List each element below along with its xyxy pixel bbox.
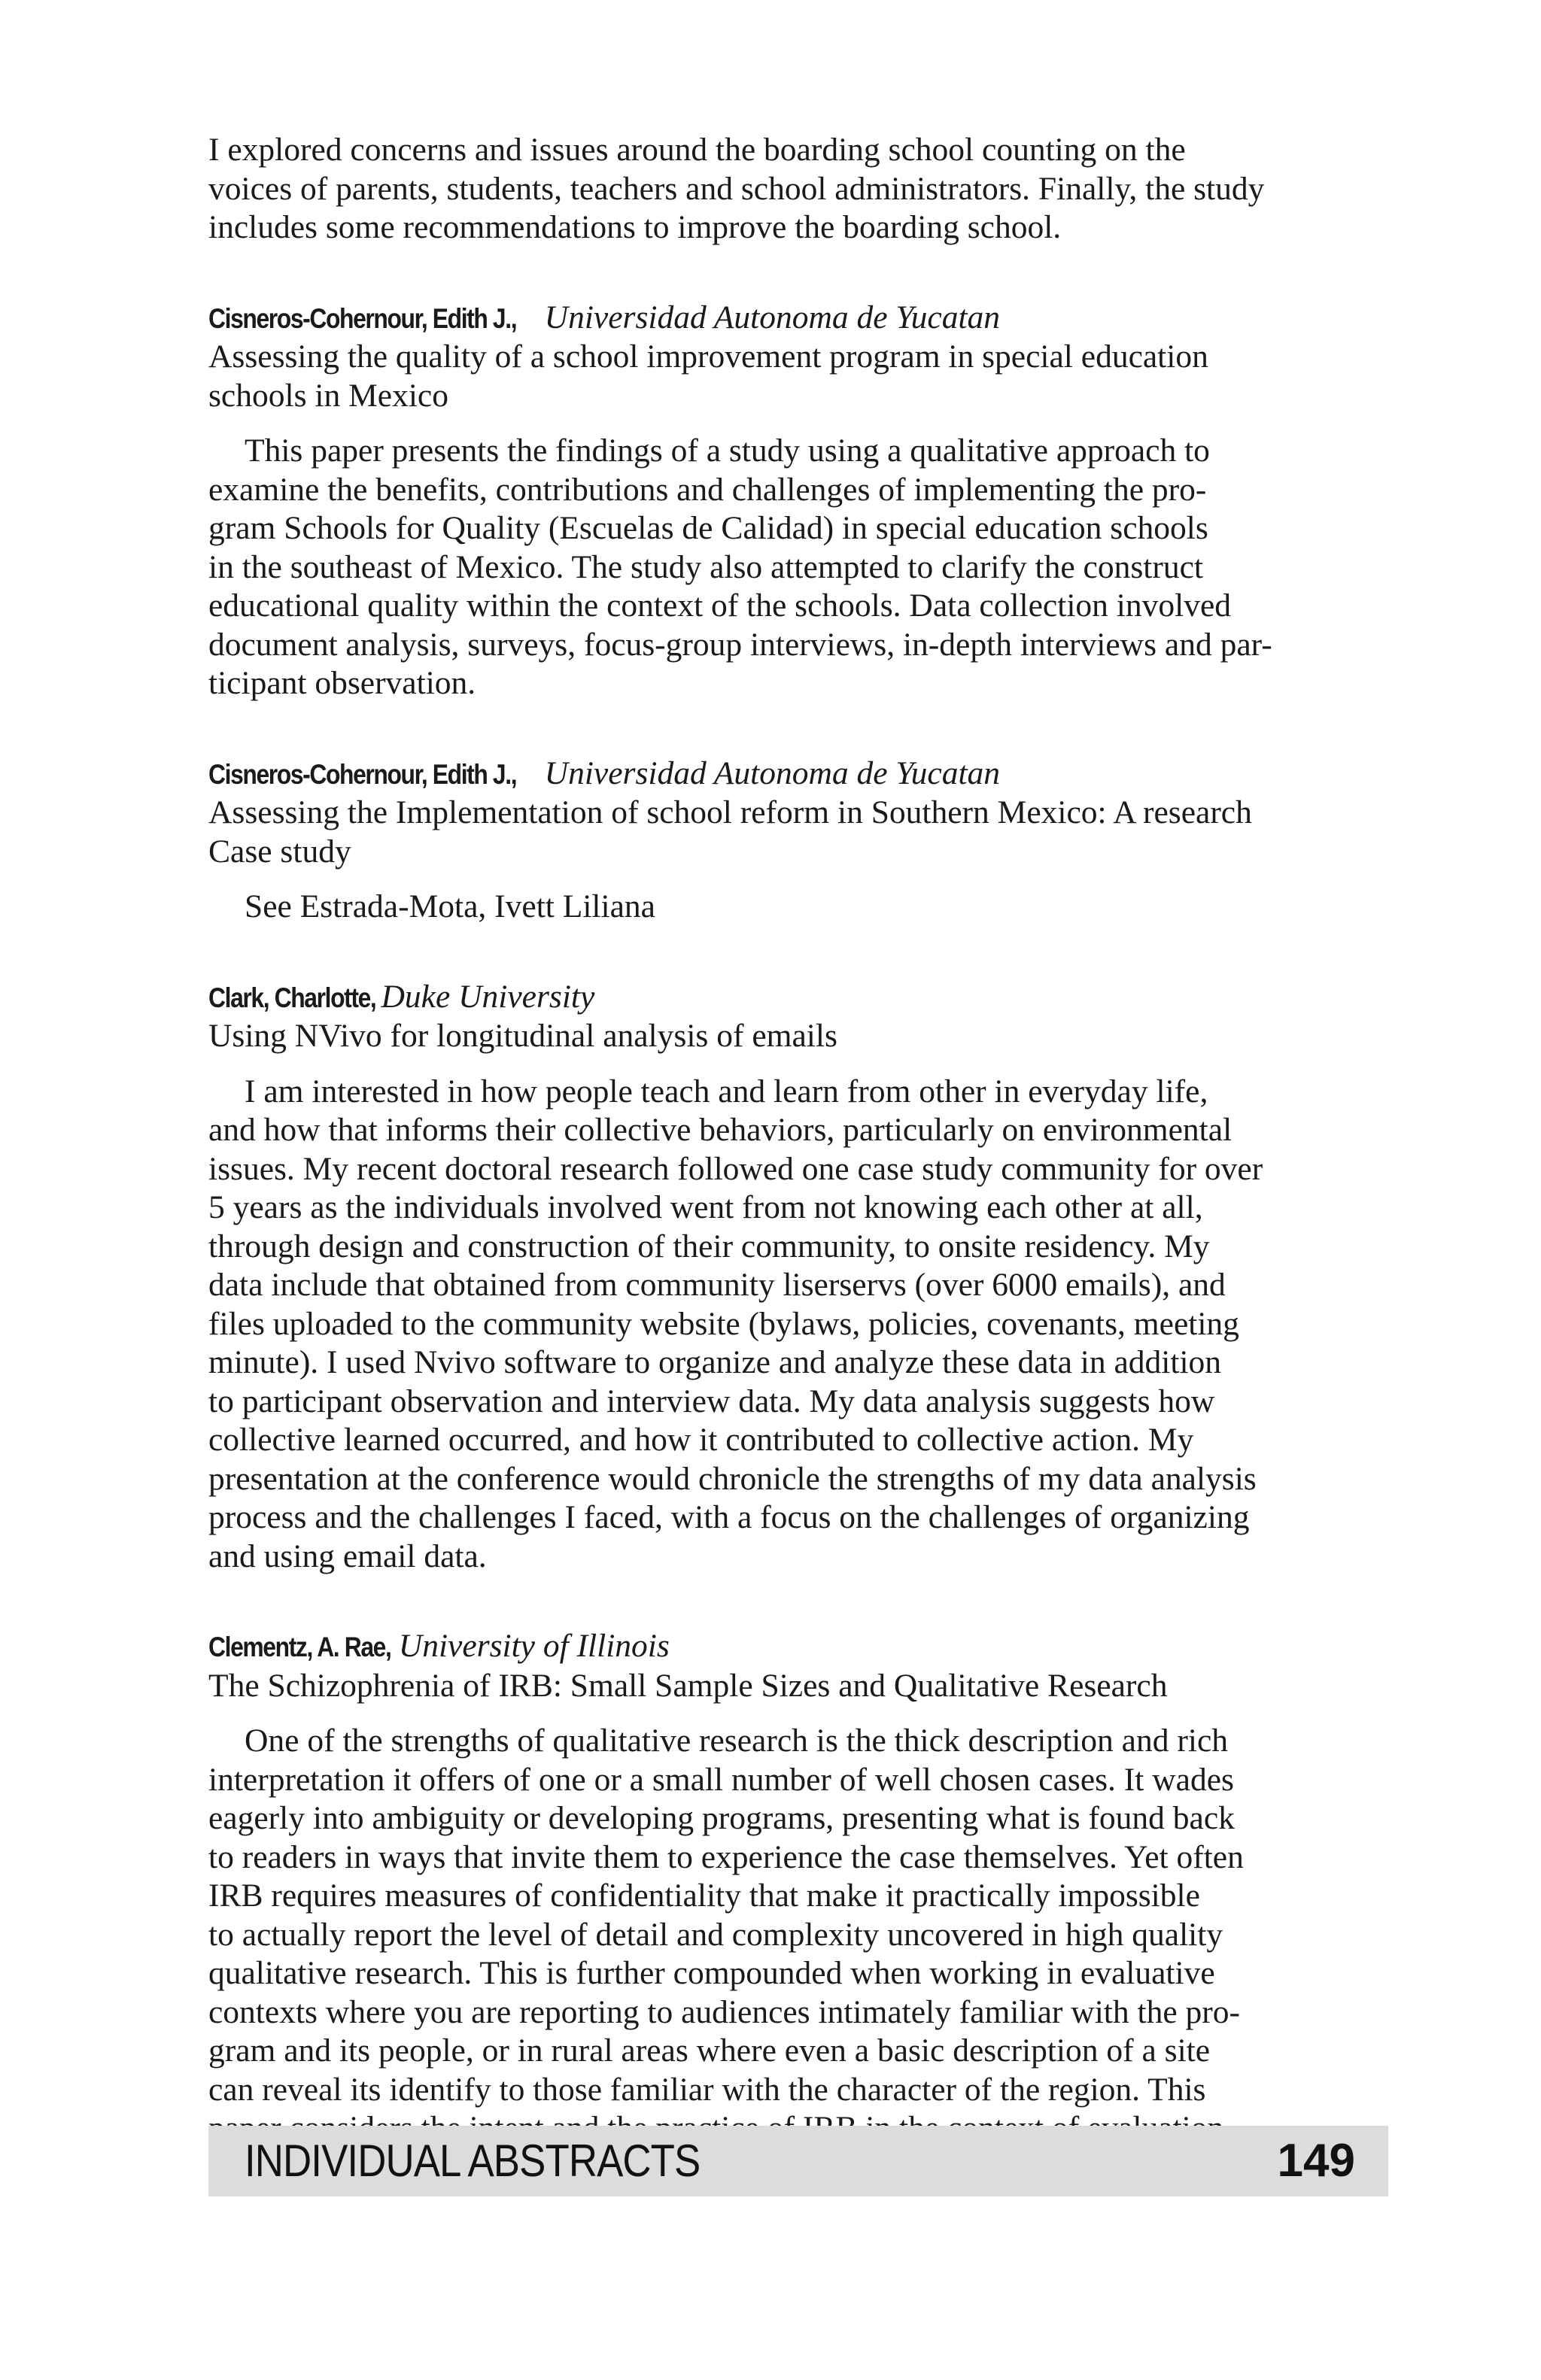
- intro-paragraph: I explored concerns and issues around the boarding school counting on the voices of parents, students, teachers and school administrators. Finally, the study includes some recommendations to improve the boarding school.: [208, 132, 1265, 245]
- entry-heading: [208, 978, 1390, 1018]
- entry-heading: [208, 299, 1390, 338]
- abstract-title: Assessing the Implementation of school reform in Southern Mexico: A research Case study: [208, 794, 1252, 870]
- page-number: 149: [1277, 2135, 1355, 2187]
- entry-heading: [208, 754, 1390, 794]
- abstract-entry: [208, 754, 1390, 927]
- abstract-title: Assessing the quality of a school improvement program in special education schools in Mexico: [208, 338, 1208, 414]
- affiliation: Universidad Autonoma de Yucatan: [544, 754, 1001, 791]
- abstract-entry: [208, 299, 1390, 703]
- author-name: Clark, Charlotte,: [208, 982, 376, 1013]
- entry-heading: [208, 1627, 1390, 1667]
- abstract-body: One of the strengths of qualitative research is the thick description and rich interpretation it offers of one or a small number of well chosen cases. It wades eagerly into ambiguity or developing programs, presenting what is found back to readers in ways that invite them to experience the case themselves. Yet often IRB requires measures of confidentiality that make it practically impossible to actually report the level of detail and complexity uncovered in high quality qualitative research. This is further compounded when working in evaluative contexts where you are reporting to audiences intimately familiar with the pro- gram and its people, or in rural areas where even a basic description of a site can reveal its identify to those familiar with the character of the region. This: [208, 1723, 1244, 2108]
- author-name: Cisneros-Cohernour, Edith J.,: [208, 758, 517, 790]
- abstract-title: Using NVivo for longitudinal analysis of emails: [208, 1018, 837, 1054]
- author-name: Clementz, A. Rae,: [208, 1632, 391, 1662]
- abstract-body: I am interested in how people teach and learn from other in everyday life, and how that informs their collective behaviors, particularly on environmental issues. My recent doctoral research followed one case study community for over 5 years as the individuals involved went from not knowing each other at all, through design and construction of their community, to onsite residency. My data include that obtained from community liserservs (over 6000 emails), and files uploaded to the community website (bylaws, policies, covenants, meeting minute). I used Nvivo software to organize and analyze these data in addition to participant observation and interview data. My data analysis suggests how collective learned occurred, and how it contributed to collective action. My presentation at the conference would chronicle the strengths of my data analysis process and the challenges I faced, with a focus on the challenges of organizing and using email data.: [208, 1073, 1263, 1574]
- abstract-body: See Estrada-Mota, Ivett Liliana: [245, 888, 655, 924]
- affiliation: Universidad Autonoma de Yucatan: [544, 299, 1001, 335]
- abstract-entry: [208, 978, 1390, 1577]
- abstract-title: The Schizophrenia of IRB: Small Sample Sizes and Qualitative Research: [208, 1667, 1168, 1704]
- abstract-body: This paper presents the findings of a study using a qualitative approach to examine the benefits, contributions and challenges of implementing the pro- gram Schools for Quality (Escuelas de Calidad) in special education schools in the southeast of Mexico. The study also attempted to clarify the construct educational quality within the context of the schools. Data collection involved document analysis, surveys, focus-group interviews, in-depth interviews and par- ticipant observation.: [208, 433, 1272, 701]
- text-column: [208, 131, 1390, 2148]
- affiliation: Duke University: [381, 978, 595, 1015]
- footer-bar: [208, 2126, 1388, 2196]
- section-label: INDIVIDUAL ABSTRACTS: [245, 2136, 701, 2186]
- author-name: Cisneros-Cohernour, Edith J.,: [208, 302, 517, 334]
- abstract-entry: [208, 1627, 1390, 2148]
- affiliation: University of Illinois: [398, 1628, 670, 1664]
